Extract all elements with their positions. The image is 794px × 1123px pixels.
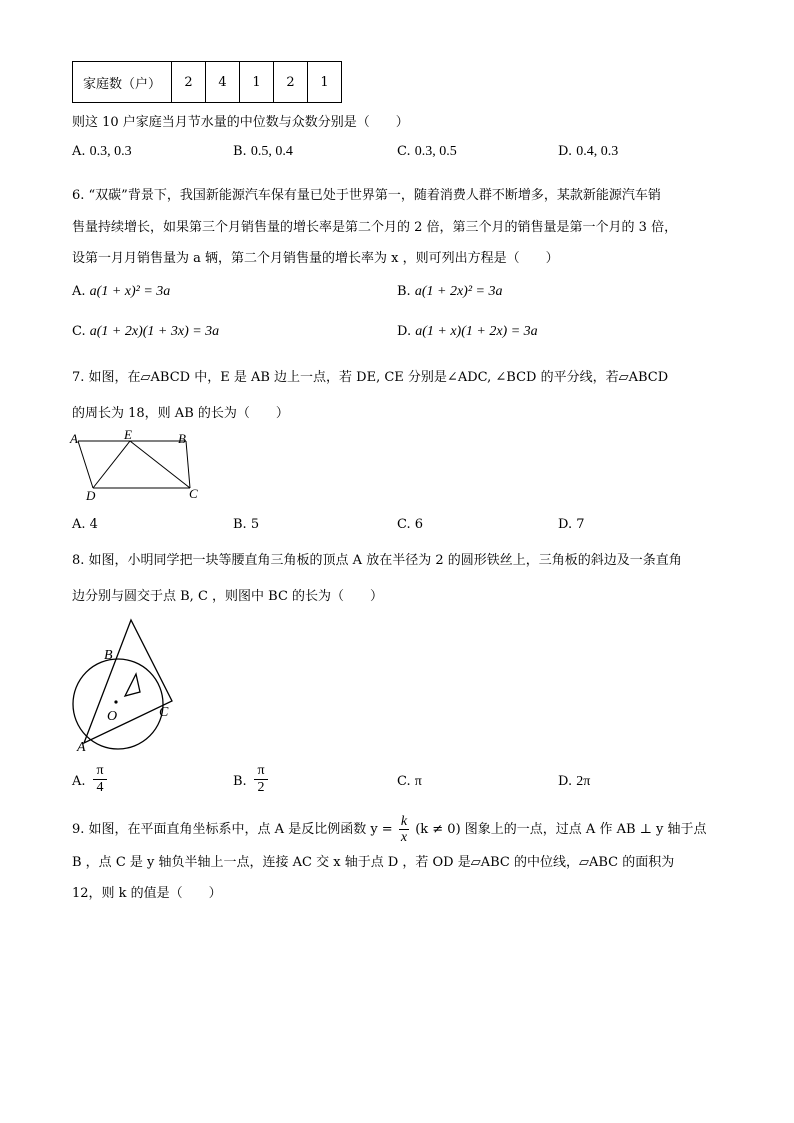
point-label-o: O bbox=[107, 709, 118, 724]
parallelogram-figure bbox=[68, 428, 208, 504]
option-label: C. bbox=[397, 774, 411, 789]
table-cell: 1 bbox=[240, 62, 274, 103]
option-label: B. bbox=[397, 284, 411, 299]
q7-option-d bbox=[558, 517, 585, 532]
option-label: B. bbox=[233, 517, 247, 532]
q6-option-a bbox=[72, 284, 170, 300]
option-text: 5 bbox=[250, 517, 260, 532]
fraction-denominator: x bbox=[400, 830, 408, 845]
q8-option-a bbox=[72, 774, 86, 789]
table-row bbox=[73, 62, 342, 103]
q9-line-1-start: 9. 如图，在平面直角坐标系中，点 A 是反比例函数 y = bbox=[72, 822, 393, 837]
q7-option-a bbox=[72, 517, 98, 532]
option-label: C. bbox=[397, 144, 411, 159]
point-label-e: E bbox=[124, 428, 132, 442]
point-label-d: D bbox=[86, 488, 96, 503]
q7-option-b bbox=[233, 517, 259, 532]
q8-line-2: 边分别与圆交于点 B, C ，则图中 BC 的长为（ ） bbox=[72, 589, 384, 604]
q5-option-c bbox=[397, 144, 457, 160]
option-text: a(1 + x)(1 + 2x) = 3a bbox=[415, 324, 538, 339]
fraction-numerator: π bbox=[254, 763, 268, 780]
option-text: 2π bbox=[576, 774, 591, 789]
segment-ad bbox=[78, 441, 93, 488]
frequency-table bbox=[72, 61, 342, 103]
segment-ec bbox=[130, 441, 190, 488]
option-text: a(1 + 2x)(1 + 3x) = 3a bbox=[89, 324, 220, 339]
option-text: 7 bbox=[576, 517, 585, 532]
option-label: C. bbox=[72, 324, 86, 339]
table-cell: 2 bbox=[172, 62, 206, 103]
fraction-k-over-x bbox=[399, 814, 409, 845]
q6-line-1: 6. “双碳”背景下，我国新能源汽车保有量已处于世界第一，随着消费人群不断增多，某款新能源汽车销 bbox=[72, 188, 661, 203]
q6-option-b bbox=[397, 284, 502, 300]
q9-line-3: 12，则 k 的值是（ ） bbox=[72, 886, 222, 901]
option-text: a(1 + 2x)² = 3a bbox=[414, 284, 503, 299]
triangle-board bbox=[84, 620, 172, 743]
q6-line-3: 设第一月月销售量为 a 辆，第二个月销售量的增长率为 x ，则可列出方程是（ ） bbox=[72, 251, 559, 266]
table-cell: 2 bbox=[274, 62, 308, 103]
option-text: π bbox=[414, 774, 422, 789]
option-text: 0.4, 0.3 bbox=[576, 144, 619, 159]
q7-option-c bbox=[397, 517, 423, 532]
triangle-hole bbox=[125, 674, 140, 696]
fraction-numerator: π bbox=[93, 763, 107, 780]
option-label: B. bbox=[233, 774, 247, 789]
q8-option-a-fraction bbox=[93, 763, 107, 796]
segment-de bbox=[93, 441, 130, 488]
option-label: B. bbox=[233, 144, 247, 159]
q5-stem: 则这 10 户家庭当月节水量的中位数与众数分别是（ ） bbox=[72, 115, 409, 130]
q5-option-d bbox=[558, 144, 618, 160]
option-text: 0.3, 0.3 bbox=[89, 144, 132, 159]
point-label-b: B bbox=[178, 431, 186, 446]
option-label: A. bbox=[72, 774, 86, 789]
option-label: C. bbox=[397, 517, 411, 532]
table-cell: 4 bbox=[206, 62, 240, 103]
q8-line-1: 8. 如图，小明同学把一块等腰直角三角板的顶点 A 放在半径为 2 的圆形铁丝上，三角板的斜边及一条直角 bbox=[72, 553, 682, 568]
q7-line-2: 的周长为 18，则 AB 的长为（ ） bbox=[72, 406, 289, 421]
option-text: 6 bbox=[414, 517, 424, 532]
option-label: A. bbox=[72, 144, 86, 159]
circle-triangle-figure bbox=[60, 612, 200, 757]
q5-option-b bbox=[233, 144, 293, 160]
q6-option-c bbox=[72, 324, 219, 340]
q8-option-b-fraction bbox=[254, 763, 268, 796]
option-label: D. bbox=[558, 517, 573, 532]
option-label: D. bbox=[558, 774, 573, 789]
q6-option-d bbox=[397, 324, 538, 340]
q9-line-1-end: (k ≠ 0) 图象上的一点，过点 A 作 AB ⊥ y 轴于点 bbox=[415, 822, 707, 837]
option-label: D. bbox=[397, 324, 412, 339]
q9-line-2: B ，点 C 是 y 轴负半轴上一点，连接 AC 交 x 轴于点 D ，若 OD 是▱ABC 的中位线，▱ABC 的面积为 bbox=[72, 855, 675, 870]
option-label: D. bbox=[558, 144, 573, 159]
option-label: A. bbox=[72, 284, 86, 299]
option-text: 0.3, 0.5 bbox=[414, 144, 457, 159]
q5-option-a bbox=[72, 144, 132, 160]
q6-line-2: 售量持续增长，如果第三个月销售量的增长率是第二个月的 2 倍，第三个月的销售量是第一个月的 3 倍， bbox=[72, 220, 678, 235]
option-label: A. bbox=[72, 517, 86, 532]
table-cell: 1 bbox=[308, 62, 342, 103]
option-text: 0.5, 0.4 bbox=[250, 144, 293, 159]
q8-option-d bbox=[558, 774, 590, 790]
point-label-c: C bbox=[189, 486, 198, 501]
fraction-denominator: 4 bbox=[96, 780, 104, 795]
point-label-a: A bbox=[77, 740, 86, 755]
q7-line-1: 7. 如图，在▱ABCD 中，E 是 AB 边上一点，若 DE, CE 分别是∠ADC, ∠BCD 的平分线，若▱ABCD bbox=[72, 370, 669, 385]
option-text: 4 bbox=[89, 517, 98, 532]
q8-option-c bbox=[397, 774, 422, 790]
table-header-cell: 家庭数（户） bbox=[73, 62, 172, 103]
point-label-b: B bbox=[104, 648, 113, 663]
point-label-c: C bbox=[159, 705, 169, 720]
center-point bbox=[114, 700, 117, 703]
fraction-denominator: 2 bbox=[257, 780, 265, 795]
q9-line-1 bbox=[72, 814, 706, 845]
segment-bc bbox=[186, 441, 190, 488]
option-text: a(1 + x)² = 3a bbox=[89, 284, 171, 299]
q8-option-b bbox=[233, 774, 247, 789]
point-label-a: A bbox=[70, 431, 78, 446]
fraction-numerator: k bbox=[400, 814, 408, 829]
